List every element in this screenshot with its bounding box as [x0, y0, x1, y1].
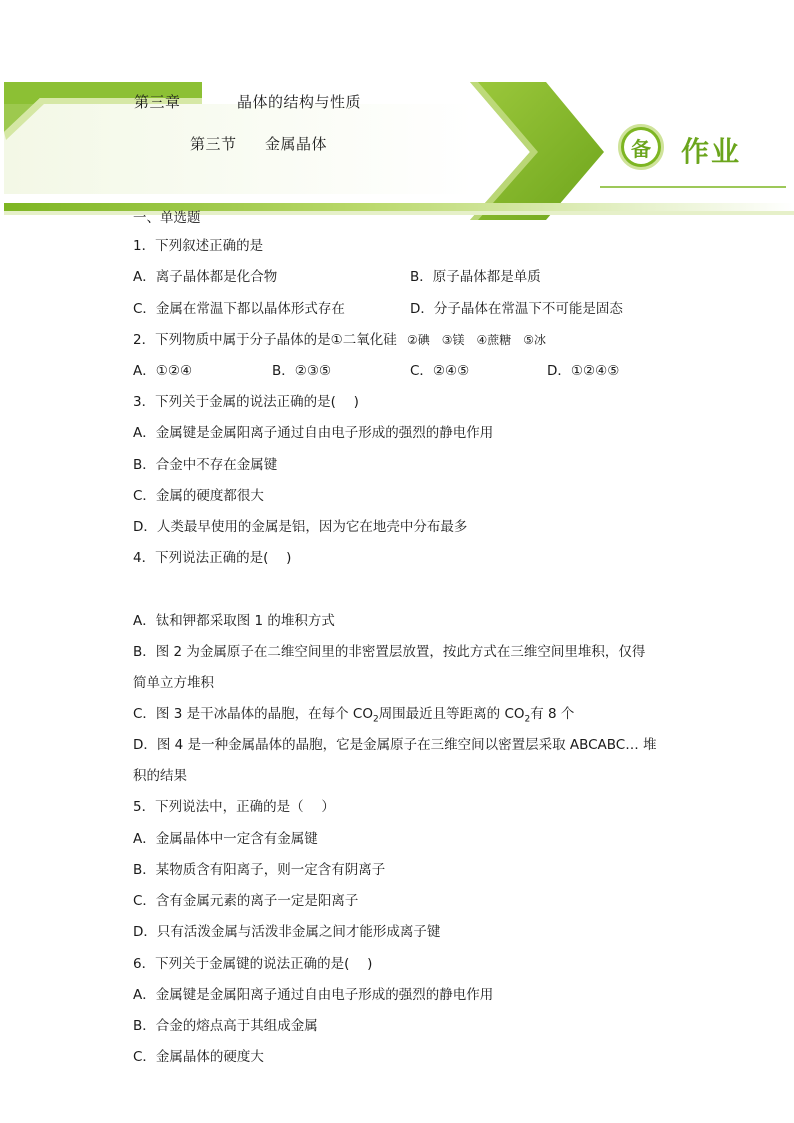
section-name: 金属晶体	[265, 135, 328, 153]
q5-option-d: D．只有活泼金属与活泼非金属之间才能形成离子键	[133, 924, 441, 940]
q1-option-b: B．原子晶体都是单质	[410, 269, 541, 285]
q6-option-a: A．金属键是金属阳离子通过自由电子形成的强烈的静电作用	[133, 987, 494, 1003]
q1-option-a: A．离子晶体都是化合物	[133, 269, 278, 285]
q2-stem-text: 2．下列物质中属于分子晶体的是①二氧化硅	[133, 332, 397, 348]
section-number: 第三节	[190, 135, 237, 153]
q5-option-a: A．金属晶体中一定含有金属键	[133, 831, 318, 847]
q4-option-c-part3: 有 8 个	[530, 706, 575, 722]
chapter-title: 第三章	[134, 93, 181, 111]
q5-stem: 5．下列说法中，正确的是（ ）	[133, 799, 335, 815]
q6-option-b: B．合金的熔点高于其组成金属	[133, 1018, 318, 1034]
q3-option-b: B．合金中不存在金属键	[133, 457, 278, 473]
q3-option-c: C．金属的硬度都很大	[133, 488, 264, 504]
q4-option-d-line1: D．图 4 是一种金属晶体的晶胞，它是金属原子在三维空间以密置层采取 ABCABC… 堆	[133, 737, 657, 753]
q2-option-c: C．②④⑤	[410, 363, 470, 379]
badge-icon	[618, 124, 664, 170]
q2-option-d: D．①②④⑤	[547, 363, 620, 379]
q4-option-c-part2: 周围最近且等距离的 CO	[378, 706, 525, 722]
q4-option-b-line1: B．图 2 为金属原子在二维空间里的非密置层放置，按此方式在三维空间里堆积，仅得	[133, 644, 646, 660]
q2-stem-items: ②碘 ③镁 ④蔗糖 ⑤冰	[407, 333, 547, 347]
q1-stem: 1．下列叙述正确的是	[133, 238, 264, 254]
q4-option-c	[133, 702, 574, 725]
q2-option-b: B．②③⑤	[272, 363, 332, 379]
q4-option-c-part1: C．图 3 是干冰晶体的晶胞，在每个 CO	[133, 706, 373, 722]
bottom-bar	[4, 203, 794, 211]
q3-stem: 3．下列关于金属的说法正确的是( )	[133, 394, 359, 410]
chapter-name: 晶体的结构与性质	[237, 93, 362, 111]
q5-option-c: C．含有金属元素的离子一定是阳离子	[133, 893, 359, 909]
q4-option-a: A．钛和钾都采取图 1 的堆积方式	[133, 613, 335, 629]
q3-option-a: A．金属键是金属阳离子通过自由电子形成的强烈的静电作用	[133, 425, 494, 441]
header-banner	[0, 0, 794, 225]
q4-option-c-sub2: 2	[524, 714, 531, 725]
section-heading: 一、单选题	[133, 210, 201, 226]
homework-label: 作业	[681, 135, 742, 168]
q4-option-d-line2: 积的结果	[133, 768, 187, 784]
q2-option-a: A．①②④	[133, 363, 193, 379]
q2-stem	[133, 328, 546, 348]
q4-option-c-sub1: 2	[372, 714, 379, 725]
q1-option-c: C．金属在常温下都以晶体形式存在	[133, 301, 345, 317]
q4-stem: 4．下列说法正确的是( )	[133, 550, 292, 566]
badge-char: 备	[624, 130, 658, 164]
q4-option-b-line2: 简单立方堆积	[133, 675, 214, 691]
q3-option-d: D．人类最早使用的金属是铝，因为它在地壳中分布最多	[133, 519, 468, 535]
q5-option-b: B．某物质含有阳离子，则一定含有阴离子	[133, 862, 386, 878]
q6-option-c: C．金属晶体的硬度大	[133, 1049, 264, 1065]
q6-stem: 6．下列关于金属键的说法正确的是( )	[133, 956, 373, 972]
q1-option-d: D．分子晶体在常温下不可能是固态	[410, 301, 623, 317]
